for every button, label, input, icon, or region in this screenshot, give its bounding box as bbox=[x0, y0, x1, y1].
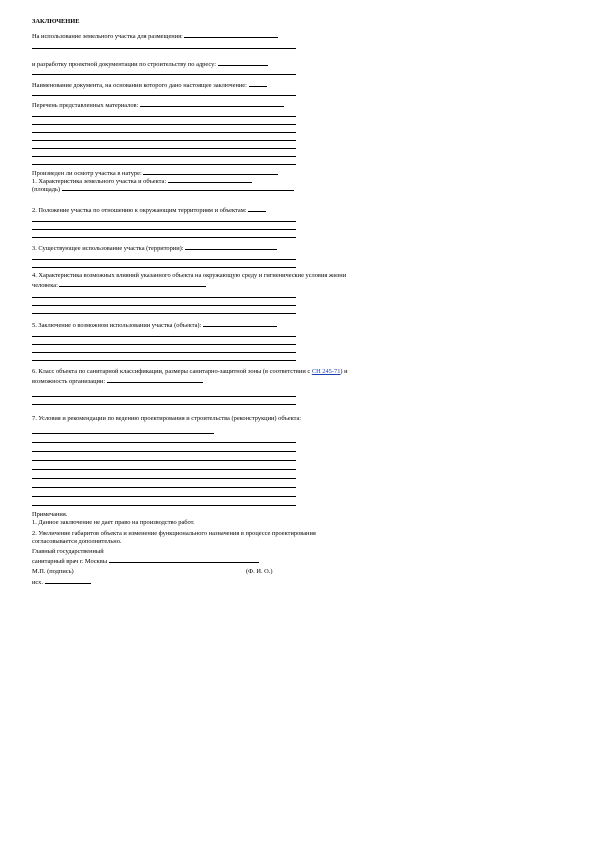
blank-field[interactable] bbox=[249, 80, 267, 87]
blank-line[interactable] bbox=[32, 74, 296, 75]
blank-line[interactable] bbox=[32, 313, 296, 314]
note-2-continued: согласовывается дополнительно. bbox=[32, 538, 122, 545]
blank-line[interactable] bbox=[32, 396, 296, 397]
blank-field[interactable] bbox=[62, 184, 294, 191]
blank-line[interactable] bbox=[32, 344, 296, 345]
intro-inspection-line: Произведен ли осмотр участка в натуре: bbox=[32, 168, 278, 178]
blank-field[interactable] bbox=[59, 280, 206, 287]
intro-address-line: и разработку проектной документации по строительству по адресу: bbox=[32, 59, 268, 69]
section-7-title: 7. Условия и рекомендации по ведению проектирования и строительства (реконструкции) объекта: bbox=[32, 415, 303, 422]
intro-basis-line: Наименование документа, на основании которого дано настоящее заключение: bbox=[32, 80, 267, 90]
blank-line[interactable] bbox=[32, 496, 296, 497]
blank-line[interactable] bbox=[32, 478, 296, 479]
blank-field[interactable] bbox=[107, 376, 203, 383]
section-2-title: 2. Положение участка по отношению к окружающим территориям и объектам: bbox=[32, 205, 266, 215]
blank-line[interactable] bbox=[32, 352, 296, 353]
section-4-human: человека: bbox=[32, 280, 206, 290]
section-3-title: 3. Существующее использование участка (территории): bbox=[32, 243, 277, 253]
blank-line[interactable] bbox=[32, 451, 296, 452]
blank-line[interactable] bbox=[32, 156, 296, 157]
blank-line[interactable] bbox=[32, 404, 296, 405]
section-4-title: 4. Характеристика возможных влияний указанного объекта на окружающую среду и гигиенические условия жизни bbox=[32, 272, 347, 279]
signature-position: санитарный врач г. Москвы bbox=[32, 556, 259, 566]
blank-field[interactable] bbox=[143, 168, 278, 175]
blank-line[interactable] bbox=[32, 267, 296, 268]
blank-field[interactable] bbox=[203, 320, 277, 327]
sn-245-71-link[interactable]: СН 245-71 bbox=[311, 368, 341, 375]
fio-label: (Ф. И. О.) bbox=[246, 568, 273, 575]
blank-line[interactable] bbox=[32, 259, 296, 260]
section-6-title: 6. Класс объекта по санитарной классификации, размеры санитарно-защитной зоны (в соответствии с СН 245-71) и bbox=[32, 368, 348, 375]
blank-line[interactable] bbox=[32, 305, 296, 306]
stamp-signature-label: М.П. (подпись) bbox=[32, 568, 74, 575]
blank-line[interactable] bbox=[32, 505, 296, 506]
blank-line[interactable] bbox=[32, 164, 296, 165]
blank-field[interactable] bbox=[248, 205, 266, 212]
signature-field[interactable] bbox=[109, 556, 259, 563]
notes-title: Примечания. bbox=[32, 511, 68, 518]
intro-usage-line: На использование земельного участка для размещения: bbox=[32, 31, 278, 41]
section-1-title: 1. Характеристика земельного участка и объекта: bbox=[32, 176, 252, 186]
document-heading: ЗАКЛЮЧЕНИЕ bbox=[32, 18, 80, 25]
blank-line[interactable] bbox=[32, 336, 296, 337]
blank-line[interactable] bbox=[32, 48, 296, 49]
section-1-area: (площадь) bbox=[32, 184, 294, 194]
section-5-title: 5. Заключение о возможном использовании участка (объекта): bbox=[32, 320, 277, 330]
blank-line[interactable] bbox=[32, 442, 296, 443]
blank-line[interactable] bbox=[32, 297, 296, 298]
outgoing-number: исх. bbox=[32, 577, 91, 587]
blank-line[interactable] bbox=[32, 148, 296, 149]
blank-line[interactable] bbox=[32, 487, 296, 488]
blank-field[interactable] bbox=[140, 100, 284, 107]
blank-line[interactable] bbox=[32, 116, 296, 117]
note-1: 1. Данное заключение не дает право на производство работ. bbox=[32, 519, 195, 526]
blank-line[interactable] bbox=[32, 237, 296, 238]
intro-materials-line: Перечень представленных материалов: bbox=[32, 100, 284, 110]
blank-line[interactable] bbox=[32, 360, 296, 361]
blank-line[interactable] bbox=[32, 221, 296, 222]
outgoing-number-field[interactable] bbox=[45, 577, 91, 584]
blank-line[interactable] bbox=[32, 469, 296, 470]
blank-field[interactable] bbox=[218, 59, 268, 66]
signature-title: Главный государственный bbox=[32, 548, 104, 555]
note-2: 2. Увеличение габаритов объекта и изменение функционального назначения в процессе проектирования bbox=[32, 530, 316, 537]
blank-line[interactable] bbox=[32, 460, 296, 461]
blank-line[interactable] bbox=[32, 229, 296, 230]
blank-line[interactable] bbox=[32, 140, 296, 141]
blank-field[interactable] bbox=[185, 243, 277, 250]
blank-line[interactable] bbox=[32, 132, 296, 133]
blank-line[interactable] bbox=[32, 95, 296, 96]
blank-line[interactable] bbox=[32, 124, 296, 125]
blank-field[interactable] bbox=[168, 176, 252, 183]
blank-line[interactable] bbox=[32, 433, 214, 434]
section-6-organization: возможность организации: bbox=[32, 376, 203, 386]
blank-field[interactable] bbox=[184, 31, 278, 38]
